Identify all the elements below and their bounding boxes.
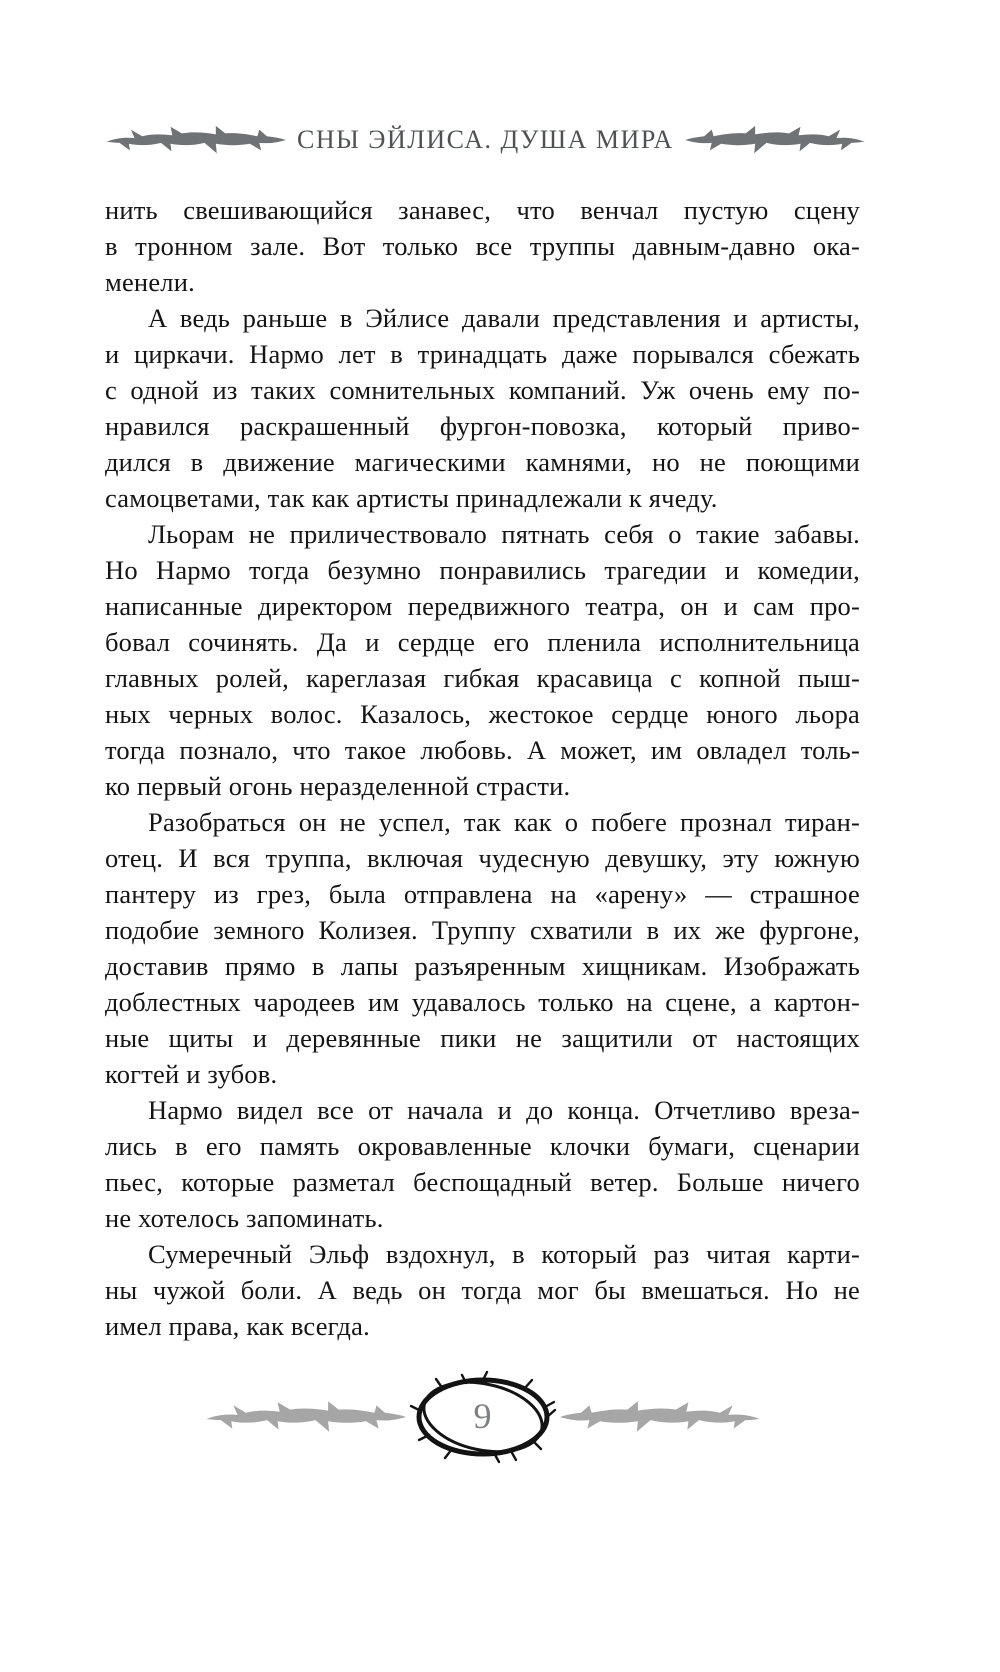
page-number: 9 [473,1396,492,1437]
text-line: доставив прямо в лапы разъяренным хищникам. Изображать [105,951,860,981]
text-line: ны чужой боли. А ведь он тогда мог бы вмешаться. Но не [105,1275,860,1305]
thorn-branch-right-icon [684,123,866,157]
text-line: когтей и зубов. [105,1059,278,1089]
text-line: дился в движение магическими камнями, но не поющими [105,447,860,477]
text-line: бовал сочинять. Да и сердце его пленила исполнительница [105,627,860,657]
text-line: доблестных чародеев им удавалось только на сцене, а картон- [105,987,860,1017]
text-line: менели. [105,267,195,297]
text-line: самоцветами, так как артисты принадлежали к ячеду. [105,483,718,513]
text-line: нить свешивающийся занавес, что венчал пустую сцену [105,195,860,225]
footer-thorn-branch-left-icon [206,1398,406,1436]
text-line: А ведь раньше в Эйлисе давали представления и артисты, [148,303,860,333]
text-line: ко первый огонь неразделенной страсти. [105,771,571,801]
text-line: Льорам не приличествовало пятнать себя о такие забавы. [148,519,860,549]
text-line: лись в его память окровавленные клочки бумаги, сценарии [105,1131,860,1161]
text-line: Нармо видел все от начала и до конца. Отчетливо вреза- [148,1095,860,1125]
text-line: написанные директором передвижного театра, он и сам про- [105,591,860,621]
footer-thorn-branch-right-icon [560,1398,760,1436]
text-line: не хотелось запоминать. [105,1203,384,1233]
text-line: в тронном зале. Вот только все труппы давным-давно ока- [105,231,860,261]
running-title: СНЫ ЭЙЛИСА. ДУША МИРА [297,125,674,154]
text-line: и циркачи. Нармо лет в тринадцать даже порывался сбежать [105,339,860,369]
thorn-branch-left-icon [105,123,287,157]
page-header [105,120,860,160]
book-page [0,120,1000,1672]
text-line: с одной из таких сомнительных компаний. Уж очень ему по- [105,375,860,405]
body-text [105,192,860,1344]
text-line: Но Нармо тогда безумно понравились трагедии и комедии, [105,555,860,585]
text-line: пьес, которые разметал беспощадный ветер. Больше ничего [105,1167,860,1197]
text-line: ных черных волос. Казалось, жестокое сердце юного льора [105,699,860,729]
text-line: нравился раскрашенный фургон-повозка, который приво- [105,411,860,441]
page-footer [105,1370,860,1464]
text-line: ные щиты и деревянные пики не защитили от настоящих [105,1023,860,1053]
text-line: главных ролей, кареглазая гибкая красавица с копной пыш- [105,663,860,693]
text-line: отец. И вся труппа, включая чудесную девушку, эту южную [105,843,860,873]
text-line: подобие земного Колизея. Труппу схватили в их же фургоне, [105,915,860,945]
text-line: тогда познало, что такое любовь. А может, им овладел толь- [105,735,860,765]
text-line: имел права, как всегда. [105,1311,370,1341]
text-line: Разобраться он не успел, так как о побеге прознал тиран- [148,807,860,837]
text-line: пантеру из грез, была отправлена на «арену» — страшное [105,879,860,909]
text-line: Сумеречный Эльф вздохнул, в который раз читая карти- [148,1239,860,1269]
page-number-wreath [408,1370,558,1464]
